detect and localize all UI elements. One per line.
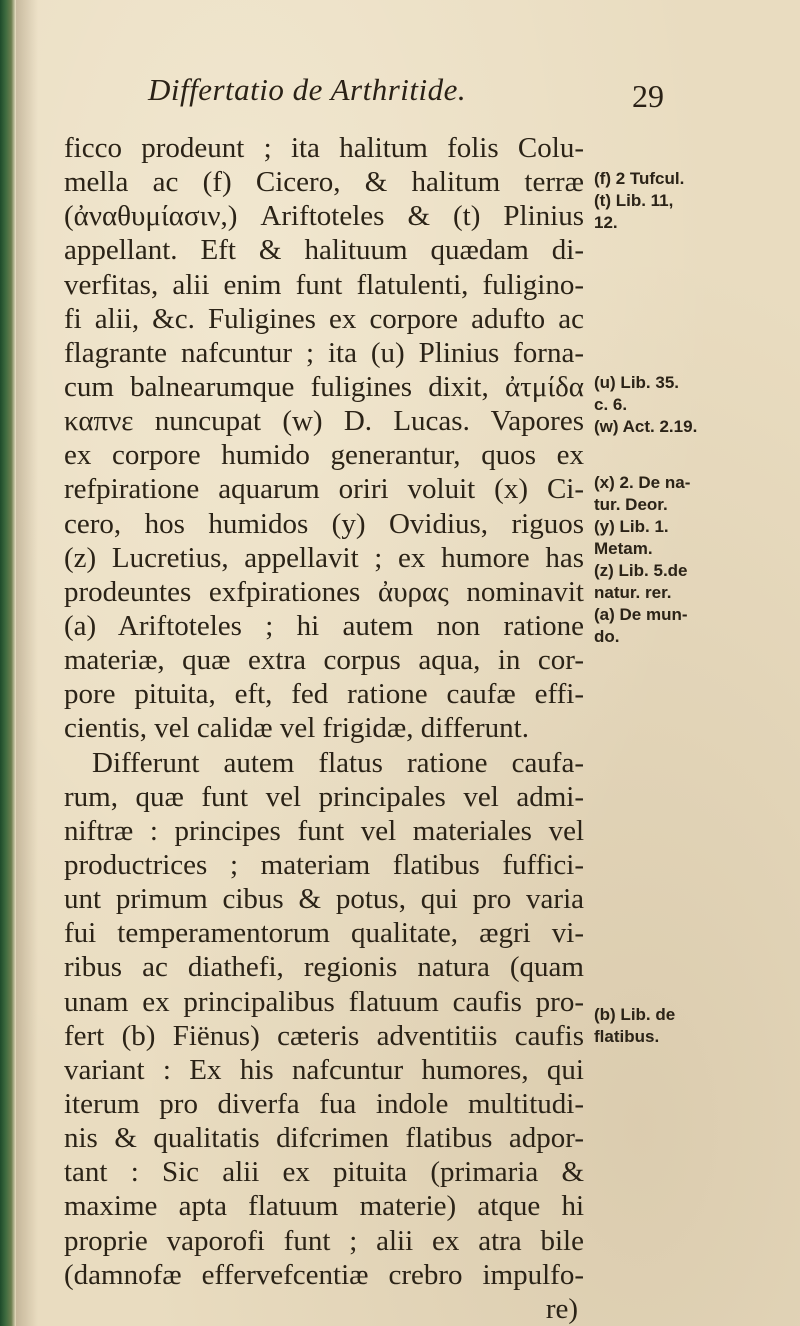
margin-note-line: (u) Lib. 35. (594, 373, 679, 392)
text-line: verfitas, alii enim funt flatulenti, fuligino- (64, 268, 584, 301)
text-line: productrices ; materiam flatibus fuffici- (64, 848, 584, 881)
text-line: cientis, vel calidæ vel frigidæ, differunt. (64, 712, 529, 745)
margin-note-line: Metam. (594, 539, 653, 558)
margin-note (594, 372, 794, 438)
text-line: iterum pro diverfa fua indole multitudi- (64, 1087, 584, 1120)
text-line: (a) Ariftoteles ; hi autem non ratione (64, 609, 584, 642)
margin-note-line: tur. Deor. (594, 495, 668, 514)
text-line: καπνε nuncupat (w) D. Lucas. Vapores (64, 405, 584, 438)
text-line: rum, quæ funt vel principales vel admi- (64, 780, 584, 813)
margin-note-line: (x) 2. De na- (594, 473, 691, 492)
text-line: cum balnearumque fuligines dixit, ἀτμίδα (64, 370, 584, 403)
margin-note-line: (f) 2 Tufcul. (594, 169, 685, 188)
text-line: (damnofæ effervefcentiæ crebro impulfo- (64, 1258, 584, 1291)
text-line: nis & qualitatis difcrimen flatibus adpor- (64, 1122, 584, 1155)
text-line: niftræ : principes funt vel materiales vel (64, 814, 584, 847)
text-line: ficco prodeunt ; ita halitum folis Colu- (64, 132, 584, 164)
page-curl-shadow (16, 0, 38, 1326)
running-head: Differtatio de Arthritide. (148, 72, 467, 107)
text-line: ribus ac diathefi, regionis natura (quam (64, 951, 584, 984)
text-line: fi alii, &c. Fuligines ex corpore adufto ac (64, 302, 584, 335)
text-line: variant : Ex his nafcuntur humores, qui (64, 1053, 584, 1086)
text-line: fert (b) Fiënus) cæteris adventitiis caufis (64, 1019, 584, 1052)
text-line: ex corpore humido generantur, quos ex (64, 439, 584, 472)
margin-note (594, 472, 794, 648)
margin-note-line: flatibus. (594, 1027, 660, 1046)
text-line: proprie vaporofi funt ; alii ex atra bile (64, 1224, 584, 1257)
margin-note-line: (y) Lib. 1. (594, 517, 669, 536)
main-text-column (64, 131, 584, 1326)
margin-note-line: natur. rer. (594, 583, 672, 602)
text-line: appellant. Eft & halituum quædam di- (64, 234, 584, 267)
margin-note-line: do. (594, 627, 620, 646)
text-line: prodeuntes exfpirationes ἀυρας nominavit (64, 575, 584, 608)
margin-note-line: (b) Lib. de (594, 1005, 676, 1024)
margin-note (594, 168, 794, 234)
binding-gutter (0, 0, 16, 1326)
margin-note-line: 12. (594, 213, 618, 232)
text-line: fui temperamentorum qualitate, ægri vi- (64, 917, 584, 950)
text-line: unam ex principalibus flatuum caufis pro- (64, 985, 584, 1018)
page-number: 29 (632, 78, 664, 114)
catchword: re) (545, 1292, 578, 1325)
text-line: maxime apta flatuum materie) atque hi (64, 1190, 584, 1223)
text-line: refpiratione aquarum oriri voluit (x) Ci- (64, 473, 584, 506)
text-line: tant : Sic alii ex pituita (primaria & (64, 1156, 584, 1189)
text-line: flagrante nafcuntur ; ita (u) Plinius forna- (64, 336, 584, 369)
text-line: cero, hos humidos (y) Ovidius, riguos (64, 507, 584, 540)
paragraph-start-line: Differunt autem flatus ratione caufa- (92, 746, 584, 779)
text-line: mella ac (f) Cicero, & halitum terræ (64, 166, 584, 199)
margin-note-line: (z) Lib. 5.de (594, 561, 688, 580)
margin-note-line: c. 6. (594, 395, 628, 414)
margin-note (594, 1004, 794, 1048)
text-line: pore pituita, eft, fed ratione caufæ effi- (64, 678, 584, 711)
text-line: materiæ, quæ extra corpus aqua, in cor- (64, 644, 584, 677)
text-line: unt primum cibus & potus, qui pro varia (64, 883, 584, 916)
margin-note-line: (t) Lib. 11, (594, 191, 674, 210)
margin-note-line: (w) Act. 2.19. (594, 417, 698, 436)
text-line: (ἀναθυμίασιν,) Ariftoteles & (t) Plinius (64, 200, 584, 233)
margin-note-line: (a) De mun- (594, 605, 688, 624)
text-line: (z) Lucretius, appellavit ; ex humore has (64, 541, 584, 574)
